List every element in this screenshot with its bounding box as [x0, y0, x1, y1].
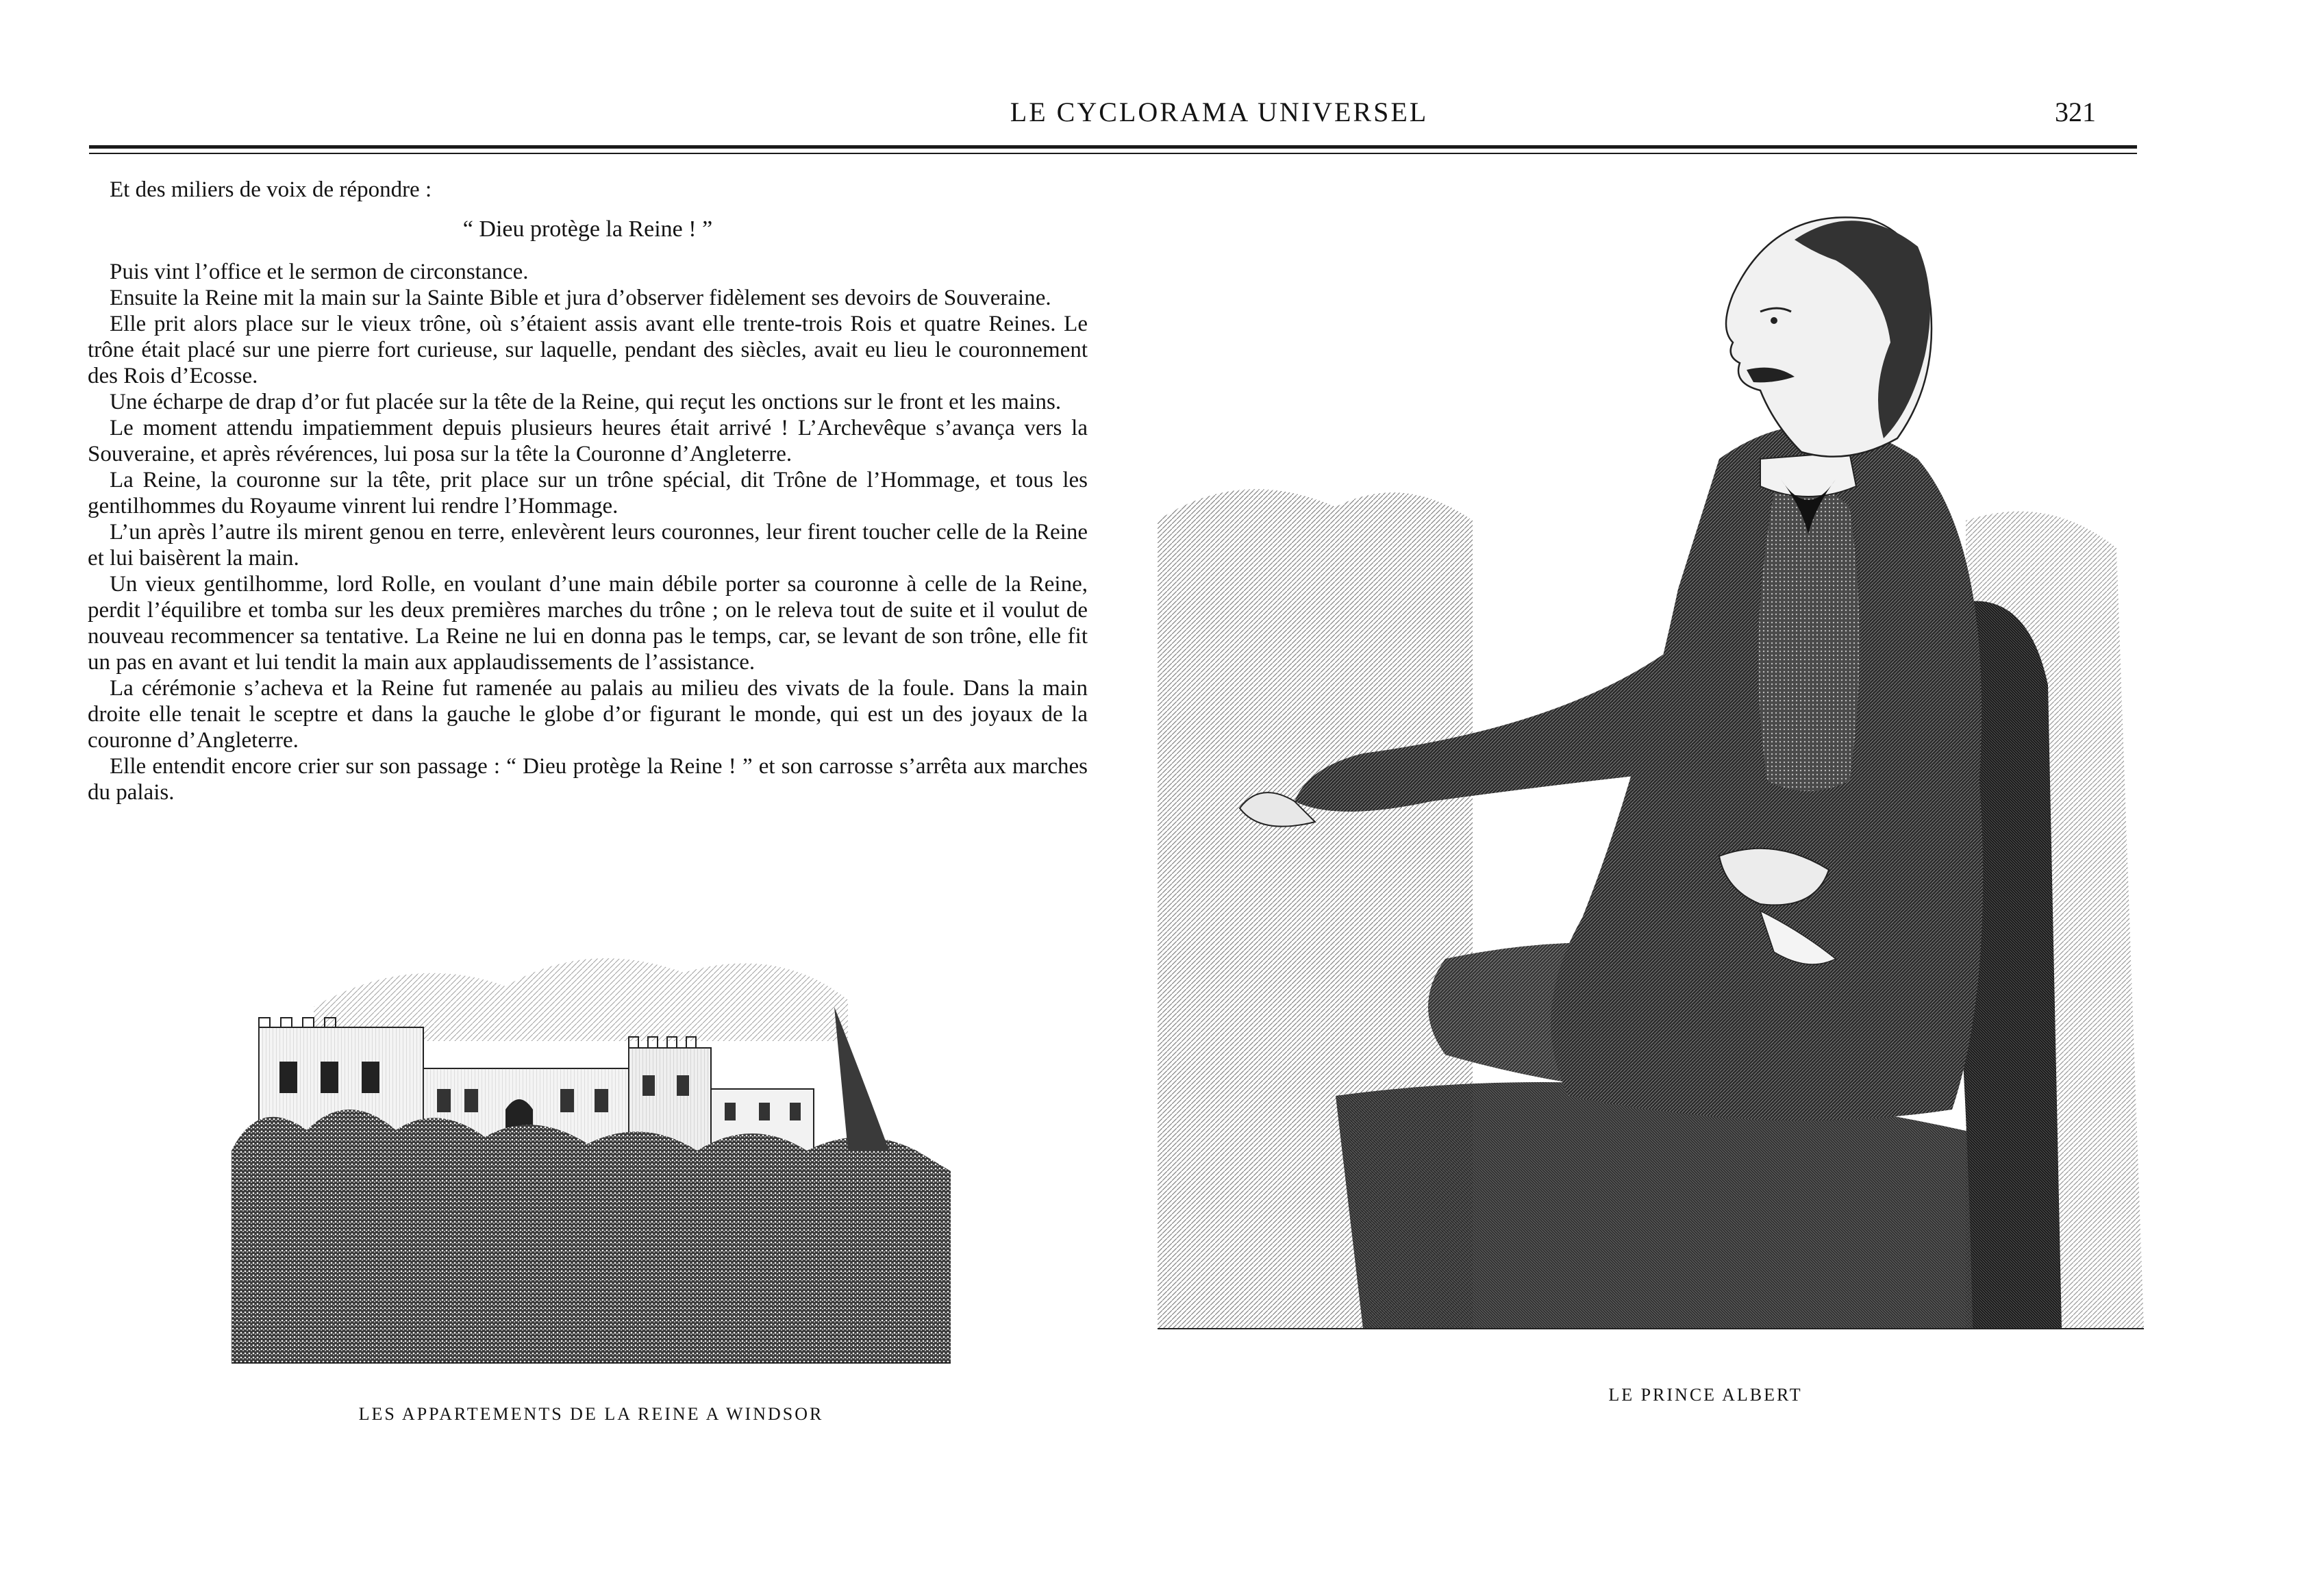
- header-rule-thick: [89, 145, 2137, 149]
- article-paragraph: Un vieux gentilhomme, lord Rolle, en voulant d’une main débile porter sa couronne à celle de la Reine, perdit l’équilibre et tomba sur les deux premières marches du trône ; on le releva tout de suite et il voulut de nouveau recommencer sa tentative. La Reine ne lui en donna pas le temps, car, se levant de son trône, elle fit un pas en avant et lui tendit la main aux applaudissements de l’assistance.: [88, 572, 1088, 675]
- windsor-castle-engraving: [232, 925, 951, 1377]
- article-paragraph: L’un après l’autre ils mirent genou en terre, enlevèrent leurs couronnes, leur firent toucher celle de la Reine et lui baisèrent la main.: [88, 520, 1088, 571]
- prince-albert-caption: LE PRINCE ALBERT: [1608, 1385, 1803, 1405]
- article-paragraph: La cérémonie s’acheva et la Reine fut ramenée au palais au milieu des vivats de la foule. Dans la main droite elle tenait le sceptre et dans la gauche le globe d’or figurant le monde, qui est un des joyaux de la couronne d’Angleterre.: [88, 676, 1088, 753]
- header-rule-thin: [89, 153, 2137, 154]
- article-paragraph: Le moment attendu impatiemment depuis plusieurs heures était arrivé ! L’Archevêque s’avança vers la Souveraine, et après révérences, lui posa sur la tête la Couronne d’Angleterre.: [88, 416, 1088, 466]
- article-paragraph: Une écharpe de drap d’or fut placée sur la tête de la Reine, qui reçut les onctions sur le front et les mains.: [110, 390, 1062, 414]
- article-paragraph: Elle entendit encore crier sur son passage : “ Dieu protège la Reine ! ” et son carrosse s’arrêta aux marches du palais.: [88, 754, 1088, 805]
- windsor-caption: LES APPARTEMENTS DE LA REINE A WINDSOR: [358, 1404, 824, 1424]
- running-head-title: LE CYCLORAMA UNIVERSEL: [1010, 97, 1429, 127]
- article-paragraph: Puis vint l’office et le sermon de circonstance.: [110, 260, 529, 284]
- article-paragraph: La Reine, la couronne sur la tête, prit place sur un trône spécial, dit Trône de l’Hommage, et tous les gentilhommes du Royaume vinrent lui rendre l’Hommage.: [88, 468, 1088, 518]
- article-refrain: “ Dieu protège la Reine ! ”: [462, 216, 713, 242]
- prince-albert-portrait-engraving: [1158, 164, 2144, 1370]
- article-paragraph: Ensuite la Reine mit la main sur la Sainte Bible et jura d’observer fidèlement ses devoirs de Souveraine.: [110, 286, 1051, 310]
- page-number: 321: [2055, 97, 2096, 127]
- article-intro: Et des miliers de voix de répondre :: [110, 177, 432, 202]
- article-paragraph: Elle prit alors place sur le vieux trône, où s’étaient assis avant elle trente-trois Rois et quatre Reines. Le trône était placé sur une pierre fort curieuse, sur laquelle, pendant des siècles, avait eu lieu le couronnement des Rois d’Ecosse.: [88, 312, 1088, 388]
- article-text-column: [88, 177, 1088, 805]
